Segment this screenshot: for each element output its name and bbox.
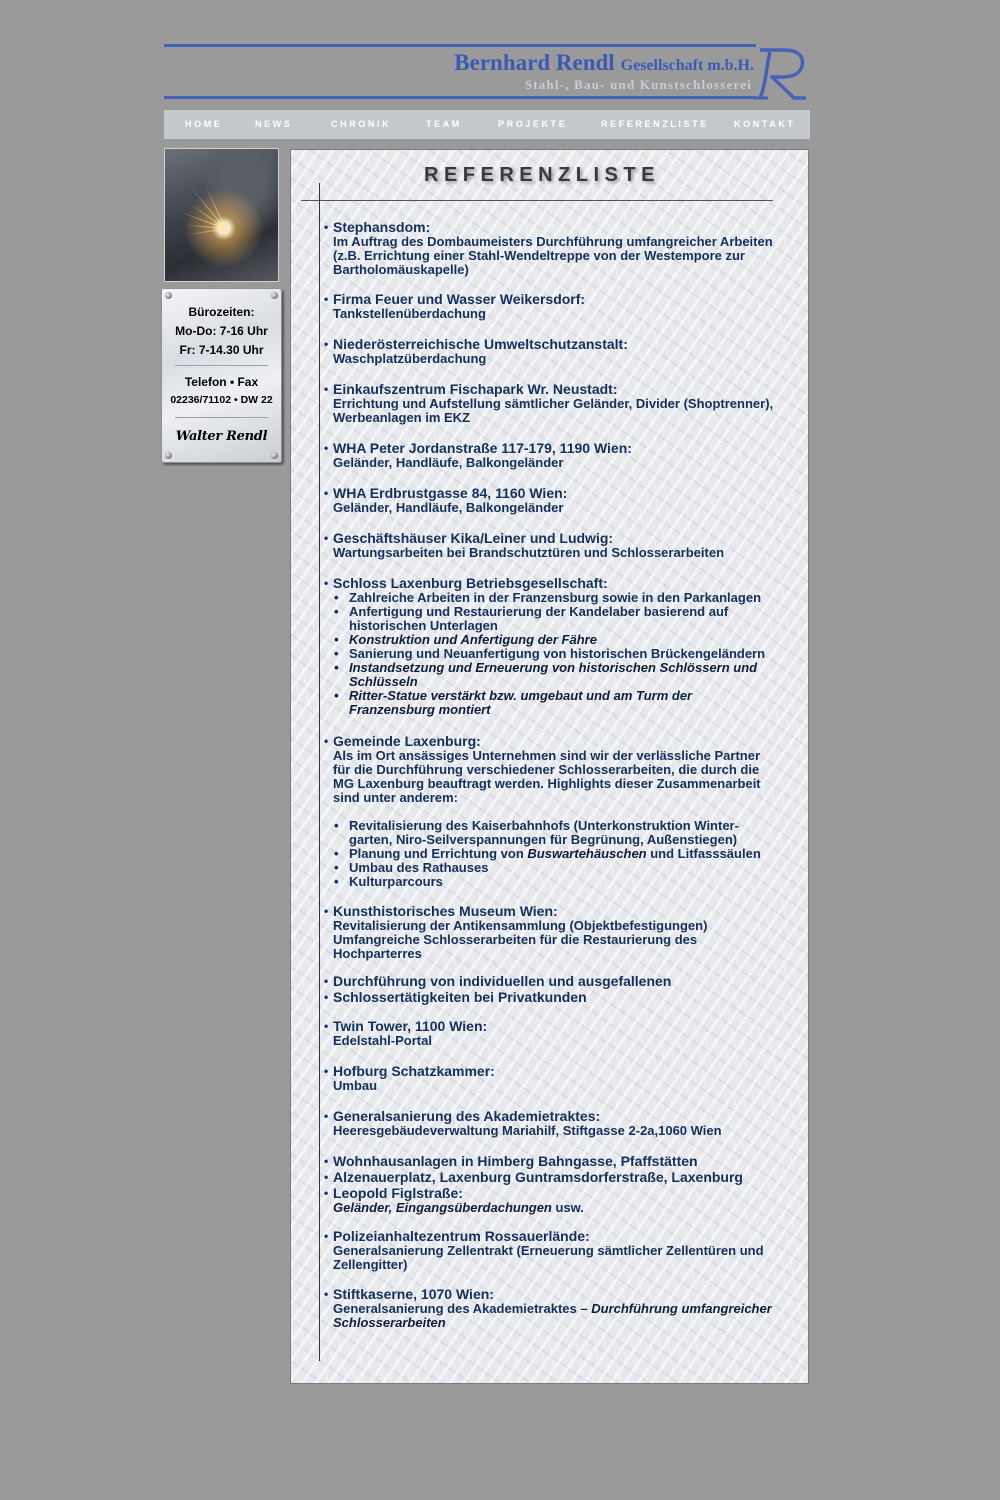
entry-text: Bartholomäuskapelle) <box>333 262 469 277</box>
entry-bullet-list <box>333 591 809 717</box>
entry-heading: • Firma Feuer und Wasser Weikersdorf: <box>333 291 809 307</box>
reference-entry <box>333 336 809 366</box>
entry-text <box>333 1201 809 1215</box>
list-item: • Konstruktion und Anfertigung der Fähre <box>333 633 809 647</box>
nav-projekte[interactable]: PROJEKTE <box>498 119 568 129</box>
entry-text-part: Generalsanierung des Akademietraktes – <box>333 1301 588 1316</box>
reference-entry <box>333 1018 809 1048</box>
entry-text: Heeresgebäudeverwaltung Mariahilf, Stiftgasse 2-2a,1060 Wien <box>333 1123 722 1138</box>
reference-entry <box>333 1063 809 1093</box>
entry-text: Revitalisierung der Antikensammlung (Objektbefestigungen) <box>333 918 708 933</box>
entry-text: Generalsanierung Zellentrakt (Erneuerung sämtlicher Zellentüren und <box>333 1243 764 1258</box>
entry-heading: • Hofburg Schatzkammer: <box>333 1063 809 1079</box>
screw-icon <box>271 452 278 459</box>
entry-text: Hochparterres <box>333 946 422 961</box>
screw-icon <box>271 292 278 299</box>
reference-entry <box>333 575 809 717</box>
reference-entry <box>333 219 809 277</box>
entry-text: Geländer, Handläufe, Balkongeländer <box>333 455 564 470</box>
entry-heading: • Geschäftshäuser Kika/Leiner und Ludwig: <box>333 530 809 546</box>
entry-text: Wartungsarbeiten bei Brandschutztüren und Schlosserarbeiten <box>333 545 725 560</box>
entry-heading: • Gemeinde Laxenburg: <box>333 733 809 749</box>
entry-heading: • WHA Erdbrustgasse 84, 1160 Wien: <box>333 485 809 501</box>
r-logo-icon[interactable] <box>754 44 810 102</box>
list-item-text: Planung und Errichtung von <box>349 846 524 861</box>
list-item: • Revitalisierung des Kaiserbahnhofs (Unterkonstruktion Winter-garten, Niro-Seilverspannungen für Begrünung, Außenstiegen) <box>333 819 773 847</box>
entry-emphasis: Geländer, Eingangsüberdachungen <box>333 1200 552 1215</box>
main-nav <box>164 110 810 139</box>
entry-text: Geländer, Handläufe, Balkongeländer <box>333 500 564 515</box>
company-name[interactable] <box>454 50 754 76</box>
nav-referenzliste[interactable]: REFERENZLISTE <box>601 119 709 129</box>
nav-news[interactable]: NEWS <box>255 119 293 129</box>
entry-heading: • Einkaufszentrum Fischapark Wr. Neustadt: <box>333 381 809 397</box>
nav-chronik[interactable]: CHRONIK <box>331 119 392 129</box>
reference-entry <box>333 1228 809 1272</box>
company-title: Bernhard Rendl <box>454 50 615 75</box>
reference-entry <box>333 1153 809 1215</box>
screw-icon <box>165 292 172 299</box>
entry-heading-cont: • Schlossertätigkeiten bei Privatkunden <box>333 989 809 1005</box>
list-item-emphasis: Buswartehäuschen <box>527 846 647 861</box>
title-underline <box>301 200 773 201</box>
signature: Walter Rendl <box>175 429 268 444</box>
reference-entry <box>333 1286 809 1330</box>
entry-text: sind unter anderem: <box>333 790 458 805</box>
contact-number: 02236/71102 • DW 22 <box>170 394 273 406</box>
entry-heading-cont: • Leopold Figlstraße: <box>333 1185 809 1201</box>
reference-entry <box>333 1108 809 1138</box>
reference-entry <box>333 973 809 1005</box>
entry-heading-cont: • Alzenauerplatz, Laxenburg Guntramsdorferstraße, Laxenburg <box>333 1169 809 1185</box>
entry-heading: • Durchführung von individuellen und ausgefallenen <box>333 973 809 989</box>
entry-text-tail: usw. <box>555 1200 584 1215</box>
list-item: • Ritter-Statue verstärkt bzw. umgebaut und am Turm der Franzensburg montiert <box>333 689 753 717</box>
entry-text: Waschplatzüberdachung <box>333 351 487 366</box>
site-header <box>164 44 810 102</box>
list-item-text: und Litfasssäulen <box>650 846 761 861</box>
entry-heading: • Twin Tower, 1100 Wien: <box>333 1018 809 1034</box>
spark <box>187 228 225 236</box>
list-item: • Kulturparcours <box>333 875 809 889</box>
nav-kontakt[interactable]: KONTAKT <box>734 119 796 129</box>
entry-emphasis-cont: Schlosserarbeiten <box>333 1315 446 1330</box>
content-panel <box>290 149 809 1384</box>
entry-text: Zellengitter) <box>333 1257 408 1272</box>
entry-text: Werbeanlagen im EKZ <box>333 410 471 425</box>
list-item: • Anfertigung und Restaurierung der Kandelaber basierend auf historischen Unterlagen <box>333 605 773 633</box>
entry-heading: • Kunsthistorisches Museum Wien: <box>333 903 809 919</box>
plate-divider <box>175 417 268 418</box>
list-item: • Instandsetzung und Erneuerung von historischen Schlössern und Schlüsseln <box>333 661 803 689</box>
entry-text: Errichtung und Aufstellung sämtlicher Geländer, Divider (Shoptrenner), <box>333 396 774 411</box>
hours-label: Bürozeiten: <box>188 305 255 319</box>
entry-emphasis: Durchführung umfangreicher <box>591 1301 772 1316</box>
entry-text <box>333 1302 809 1316</box>
hours-friday: Fr: 7-14.30 Uhr <box>179 343 264 357</box>
entry-text: MG Laxenburg beauftragt werden. Highlights dieser Zusammenarbeit <box>333 776 761 791</box>
contact-label: Telefon • Fax <box>184 375 259 389</box>
plate-divider <box>175 365 268 366</box>
company-tagline: Stahl-, Bau- und Kunstschlosserei <box>524 77 752 92</box>
list-item: • Umbau des Rathauses <box>333 861 809 875</box>
entry-text: (z.B. Errichtung einer Stahl-Wendeltreppe von der Westempore zur <box>333 248 745 263</box>
entry-text: für die Durchführung verschiedener Schlosserarbeiten, die durch die <box>333 762 760 777</box>
list-item <box>333 847 809 861</box>
entry-text: Umbau <box>333 1078 378 1093</box>
entry-heading: • Stiftkaserne, 1070 Wien: <box>333 1286 809 1302</box>
entry-text: Edelstahl-Portal <box>333 1033 432 1048</box>
reference-entry <box>333 903 809 961</box>
header-line-bottom <box>164 96 756 99</box>
screw-icon <box>165 452 172 459</box>
hours-weekday: Mo-Do: 7-16 Uhr <box>175 324 268 338</box>
entry-heading: • Generalsanierung des Akademietraktes: <box>333 1108 809 1124</box>
reference-entry <box>333 485 809 515</box>
list-item: • Sanierung und Neuanfertigung von historischen Brückengeländern <box>333 647 809 661</box>
entry-text: Im Auftrag des Dombaumeisters Durchführung umfangreicher Arbeiten <box>333 234 773 249</box>
entry-text: Tankstellenüberdachung <box>333 306 486 321</box>
grinder-sparks-photo <box>164 148 279 282</box>
entry-heading: • Wohnhausanlagen in Himberg Bahngasse, Pfaffstätten <box>333 1153 809 1169</box>
nav-home[interactable]: HOME <box>185 119 223 129</box>
header-line-top <box>164 44 756 47</box>
entry-heading: • Niederösterreichische Umweltschutzanstalt: <box>333 336 809 352</box>
entry-heading: • Stephansdom: <box>333 219 809 235</box>
list-item: • Zahlreiche Arbeiten in der Franzensburg sowie in den Parkanlagen <box>333 591 809 605</box>
reference-entry <box>333 381 809 425</box>
reference-entry <box>333 291 809 321</box>
entry-text: Als im Ort ansässiges Unternehmen sind wir der verlässliche Partner <box>333 748 761 763</box>
reference-entry <box>333 733 809 889</box>
company-suffix: Gesellschaft m.b.H. <box>620 57 754 74</box>
nav-team[interactable]: TEAM <box>426 119 462 129</box>
entry-text: Umfangreiche Schlosserarbeiten für die Restaurierung des <box>333 932 698 947</box>
entry-heading: • WHA Peter Jordanstraße 117-179, 1190 Wien: <box>333 440 809 456</box>
entry-bullet-list <box>333 819 809 889</box>
page-title: REFERENZLISTE <box>424 164 660 186</box>
spacer <box>333 805 809 819</box>
entry-heading: • Schloss Laxenburg Betriebsgesellschaft: <box>333 575 809 591</box>
office-hours-plate <box>161 288 282 463</box>
reference-entry <box>333 440 809 470</box>
entry-heading: • Polizeianhaltezentrum Rossauerlände: <box>333 1228 809 1244</box>
content-vertical-rule <box>319 183 320 1361</box>
reference-entry <box>333 530 809 560</box>
